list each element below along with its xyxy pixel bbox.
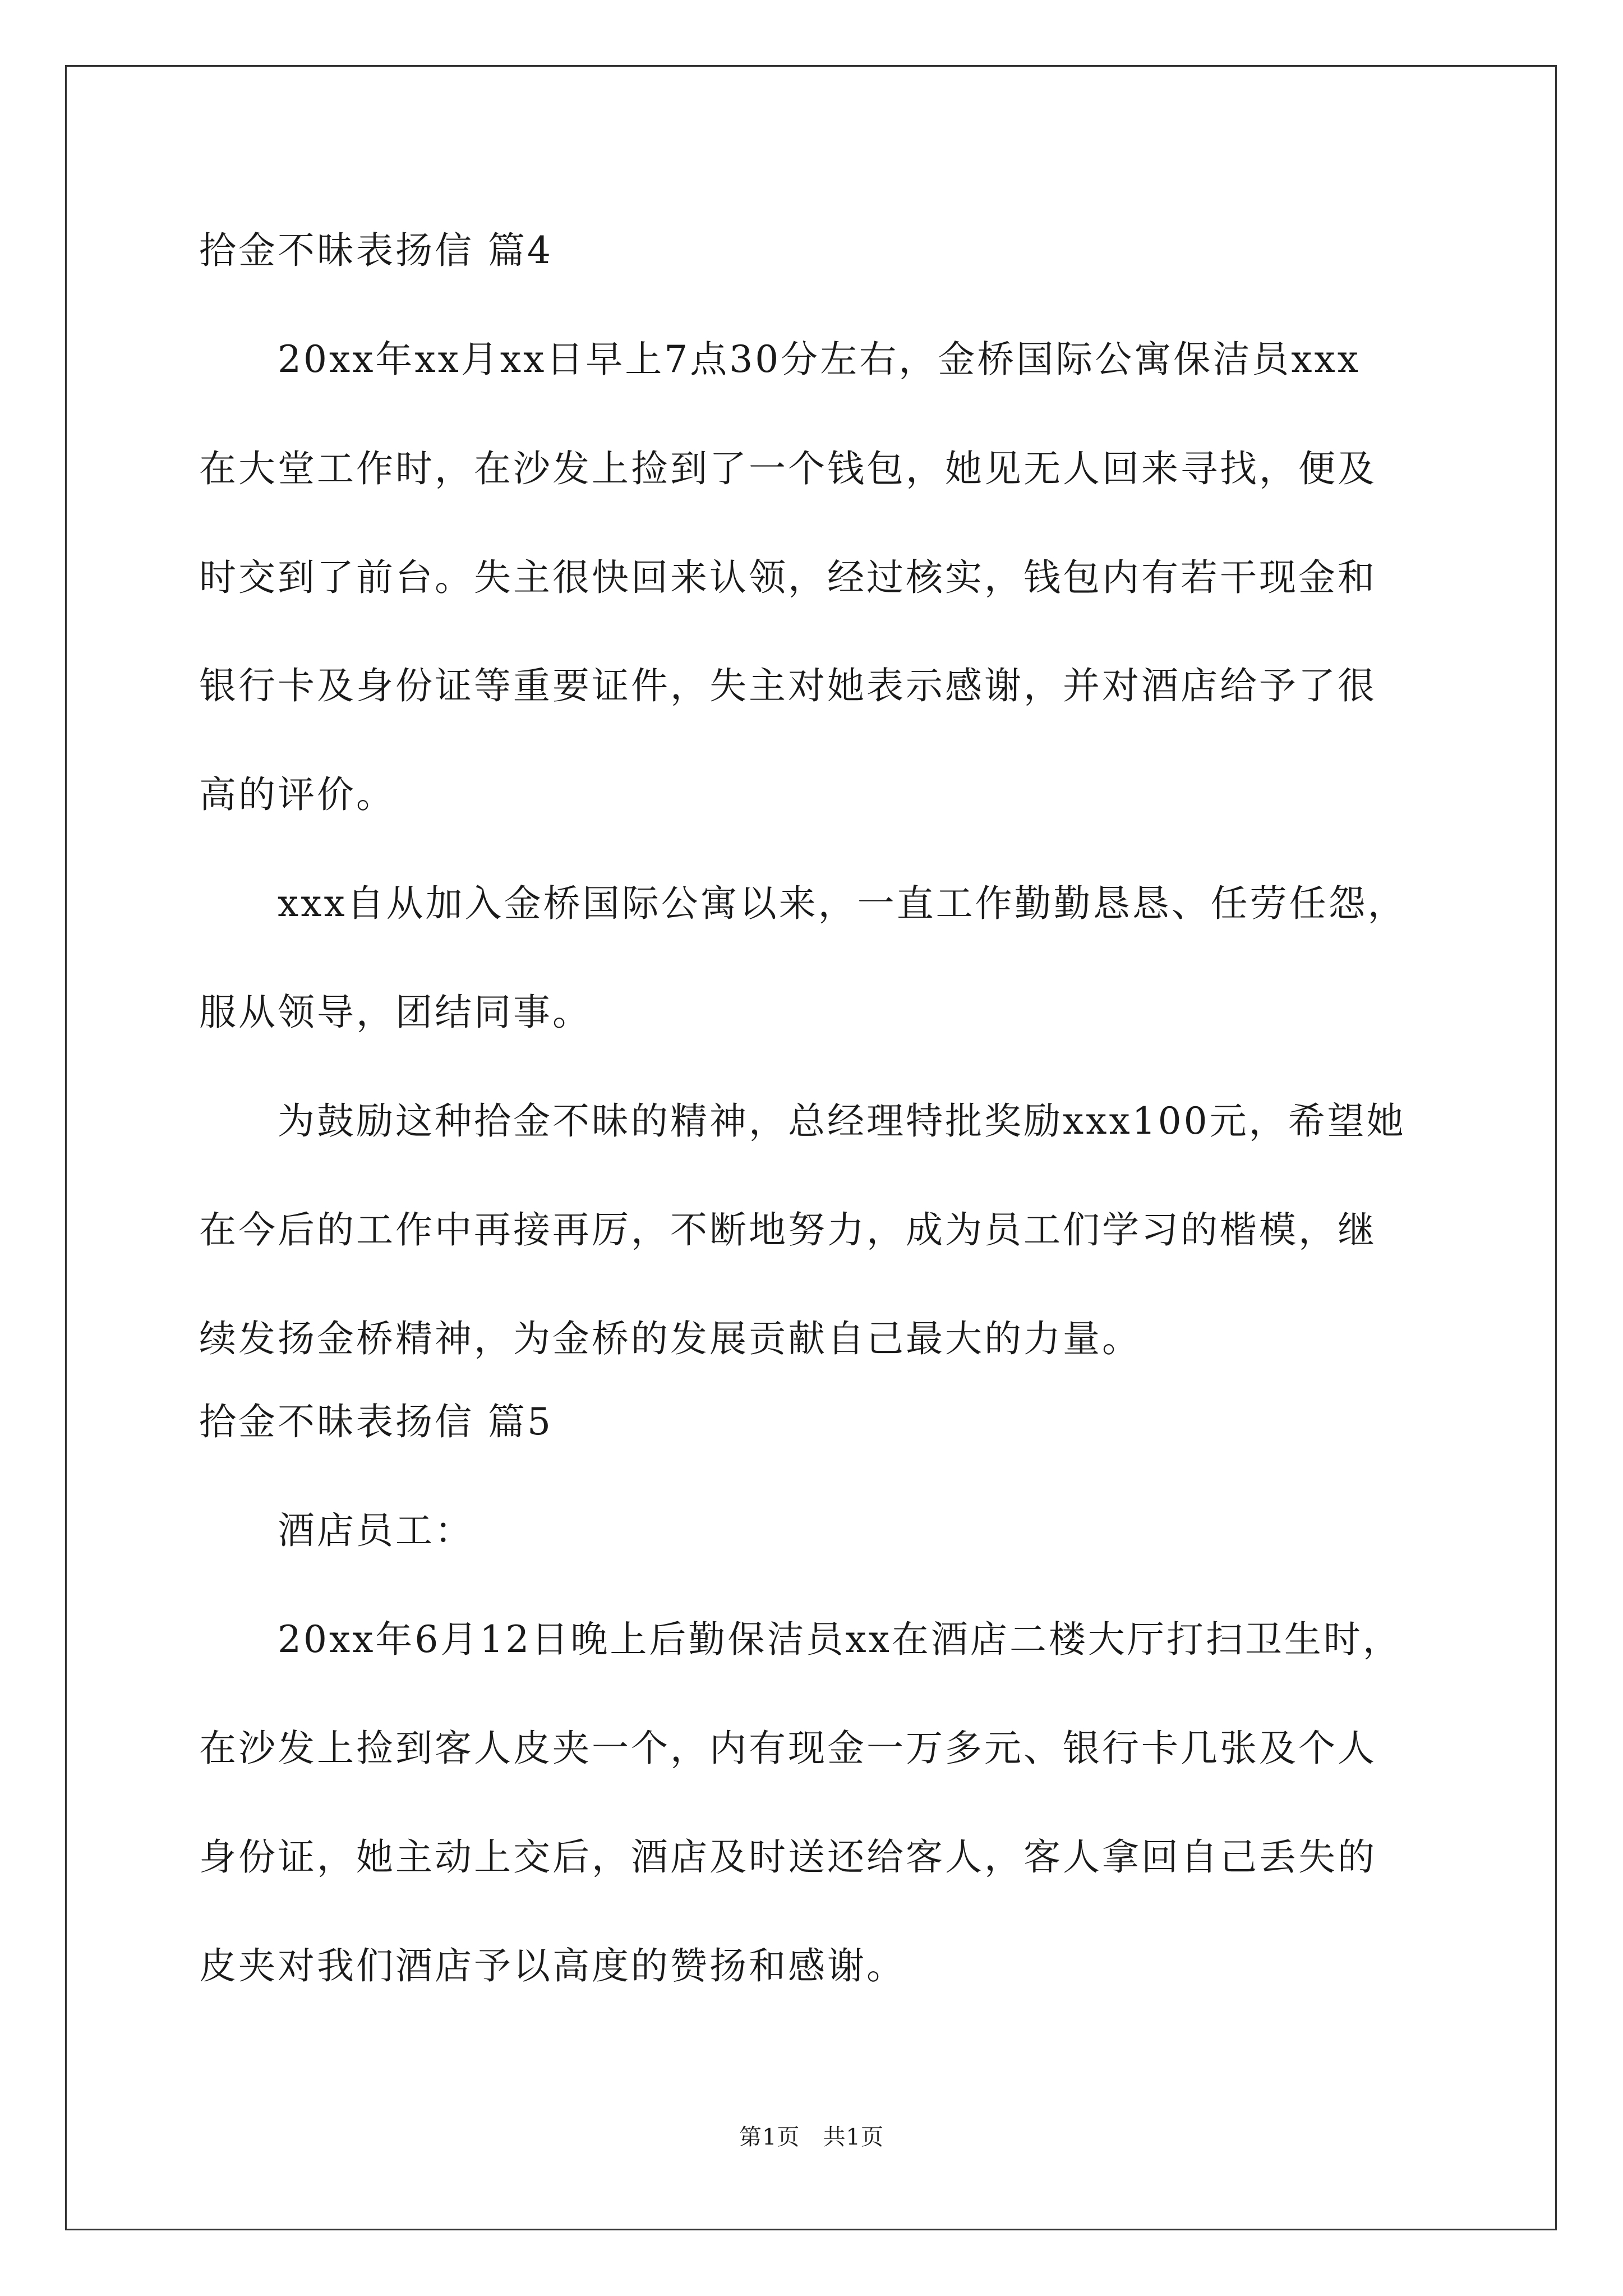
text-line: 身份证，她主动上交后，酒店及时送还给客人，客人拿回自己丢失的 <box>199 1835 1377 1879</box>
text-line: 银行卡及身份证等重要证件，失主对她表示感谢，并对酒店给予了很 <box>199 664 1377 707</box>
text-line: 皮夹对我们酒店予以高度的赞扬和感谢。 <box>199 1944 906 1987</box>
section-heading: 拾金不昧表扬信 篇5 <box>199 1400 553 1443</box>
page-border <box>65 65 1557 2230</box>
text-line: 服从领导，团结同事。 <box>199 991 592 1034</box>
text-line: 20xx年6月12日晚上后勤保洁员xx在酒店二楼大厅打扫卫生时， <box>199 1618 1402 1661</box>
section-heading: 拾金不昧表扬信 篇4 <box>199 229 553 272</box>
text-line: 为鼓励这种拾金不昧的精神，总经理特批奖励xxx100元，希望她 <box>199 1099 1406 1143</box>
text-line: 酒店员工： <box>199 1509 474 1552</box>
text-line: xxx自从加入金桥国际公寓以来，一直工作勤勤恳恳、任劳任怨， <box>199 882 1407 925</box>
text-line: 在沙发上捡到客人皮夹一个，内有现金一万多元、银行卡几张及个人 <box>199 1727 1377 1770</box>
page-number: 第1页 共1页 <box>739 2124 884 2150</box>
text-line: 在大堂工作时，在沙发上捡到了一个钱包，她见无人回来寻找，便及 <box>199 447 1377 490</box>
text-line: 续发扬金桥精神，为金桥的发展贡献自己最大的力量。 <box>199 1317 1141 1360</box>
text-line: 高的评价。 <box>199 773 395 816</box>
text-line: 时交到了前台。失主很快回来认领，经过核实，钱包内有若干现金和 <box>199 556 1377 599</box>
text-line: 在今后的工作中再接再厉，不断地努力，成为员工们学习的楷模，继 <box>199 1208 1377 1251</box>
text-line: 20xx年xx月xx日早上7点30分左右，金桥国际公寓保洁员xxx <box>199 338 1361 381</box>
